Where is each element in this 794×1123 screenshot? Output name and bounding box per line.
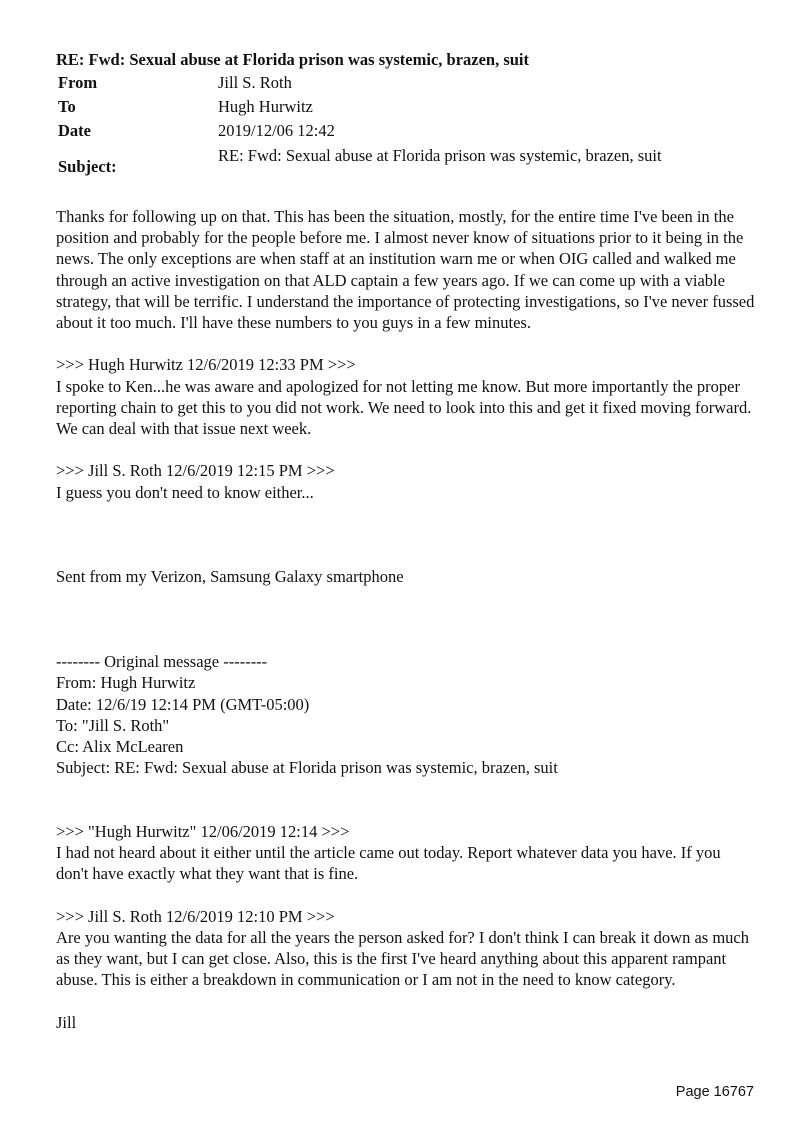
page-number: Page 16767 [675,1084,754,1100]
subject-label: Subject: [58,157,117,176]
signature: Jill [56,1012,77,1032]
date-value: 2019/12/06 12:42 [218,121,335,140]
original-subject: Subject: RE: Fwd: Sexual abuse at Florida prison was systemic, brazen, suit [56,758,558,778]
header-row-subject [56,145,696,191]
to-label: To [58,97,76,116]
quote-text: Are you wanting the data for all the years the person asked for? I don't think I can break it down as much as they want, but I can get close. Also, this is the first I've heard anything about this apparent rampant abuse. This is either a breakdown in communication or I am not in the need to know category. [56,927,749,990]
email-title: RE: Fwd: Sexual abuse at Florida prison was systemic, brazen, suit [56,50,530,69]
to-value: Hugh Hurwitz [218,97,313,116]
original-to: To: "Jill S. Roth" [56,715,170,735]
original-date: Date: 12/6/19 12:14 PM (GMT-05:00) [56,694,310,714]
original-cc: Cc: Alix McLearen [56,736,184,756]
body-paragraph: Thanks for following up on that. This has been the situation, mostly, for the entire time I've been in the position and probably for the people before me. I almost never know of situations prior to it being in the news. The only exceptions are when staff at an institution warn me or when OIG called and walked me through an active investigation on that ALD captain a few years ago. If we can come up with a viable strategy, that will be terrific. I understand the importance of protecting investigations, so I've never fussed about it too much. I'll have these numbers to you guys in a few minutes. [56,207,755,333]
from-label: From [58,73,98,92]
subject-value: RE: Fwd: Sexual abuse at Florida prison was systemic, brazen, suit [218,146,662,165]
sent-from-line: Sent from my Verizon, Samsung Galaxy smartphone [56,567,404,587]
original-from: From: Hugh Hurwitz [56,673,196,693]
from-value: Jill S. Roth [218,73,292,92]
quote-header: >>> "Hugh Hurwitz" 12/06/2019 12:14 >>> [56,821,350,841]
quote-header: >>> Hugh Hurwitz 12/6/2019 12:33 PM >>> [56,355,356,375]
quote-header: >>> Jill S. Roth 12/6/2019 12:15 PM >>> [56,461,335,481]
quote-text: I had not heard about it either until the article came out today. Report whatever data you have. If you don't have exactly what they want that is fine. [56,842,721,884]
email-body [56,206,756,1033]
quote-text: I spoke to Ken...he was aware and apologized for not letting me know. But more importantly the proper reporting chain to get this to you did not work. We need to look into this and get it fixed moving forward. We can deal with that issue next week. [56,376,752,439]
quote-text: I guess you don't need to know either... [56,482,314,502]
original-message-divider: -------- Original message -------- [56,652,268,672]
date-label: Date [58,121,91,140]
quote-header: >>> Jill S. Roth 12/6/2019 12:10 PM >>> [56,906,335,926]
